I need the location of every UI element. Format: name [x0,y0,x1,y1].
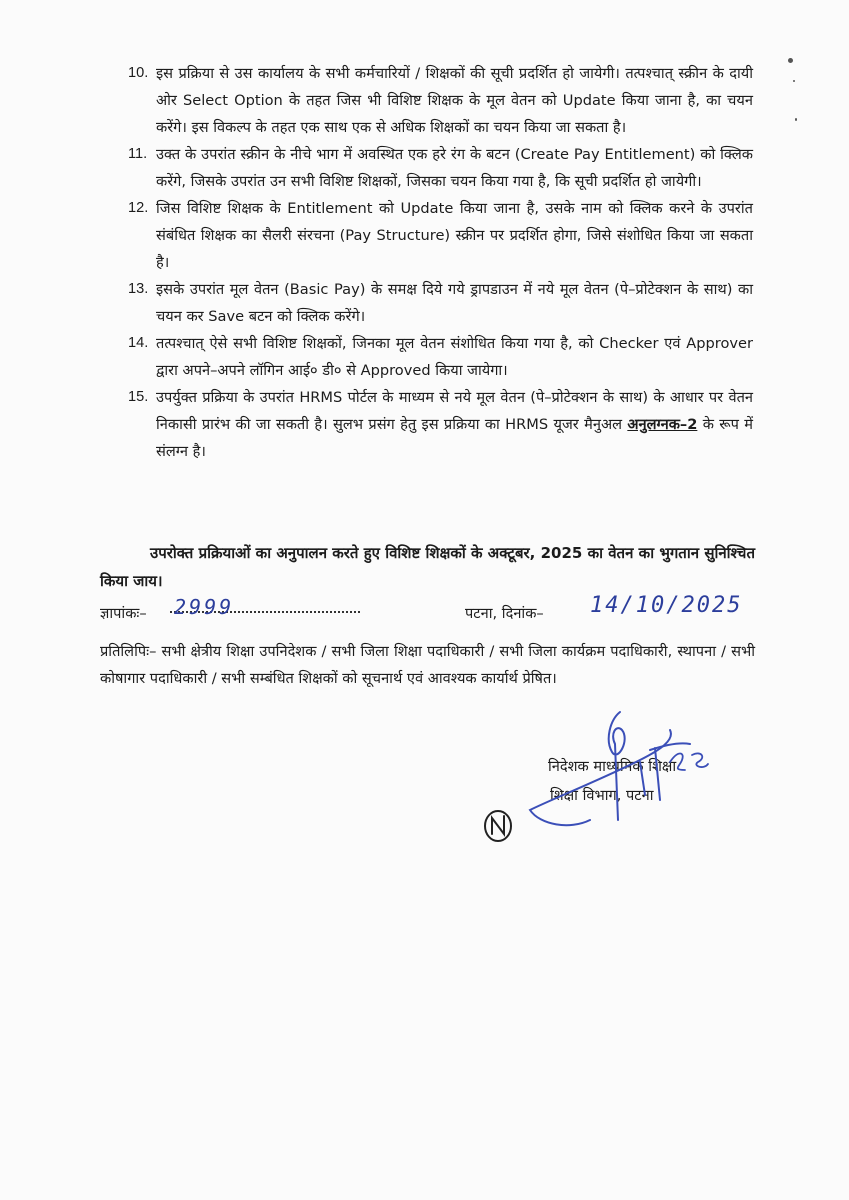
memo-number: 2999 [174,595,235,619]
scan-speck [788,58,793,63]
initials-mark [478,806,518,846]
item-text: जिस विशिष्ट शिक्षक के Entitlement को Update किया जाना है, उसके नाम को क्लिक करने के उपरांत संबंधित शिक्षक का सैलरी संरचना (Pay Structure) स्क्रीन पर प्रदर्शित होगा, जिसे संशोधित किया जा सकता है। [156,200,753,271]
item-text: इसके उपरांत मूल वेतन (Basic Pay) के समक्ष दिये गये ड्रापडाउन में नये मूल वेतन (पे–प्रोटेक्शन के साथ) का चयन कर Save बटन को क्लिक करेंगे। [156,281,753,325]
compliance-instruction: उपरोक्त प्रक्रियाओं का अनुपालन करते हुए विशिष्ट शिक्षकों के अक्टूबर, 2025 का वेतन का भुगतान सुनिश्चित किया जाय। [100,544,755,590]
list-item [128,60,753,141]
place-date-label: पटना, दिनांक– [465,605,544,622]
item-text: के रूप में संलग्न है। [156,416,753,460]
item-number: 14. [128,335,149,351]
signatory-department: शिक्षा विभाग, पटना [550,787,654,804]
annexure-reference: अनुलग्नक–2 [627,416,698,433]
item-number: 13. [128,281,149,297]
memo-number-label: ज्ञापांकः– [100,605,147,622]
list-item [128,195,753,276]
reference-row [100,593,750,629]
list-item [128,384,753,465]
list-item [128,330,753,384]
list-item [128,276,753,330]
list-item [128,141,753,195]
item-text: उपर्युक्त प्रक्रिया के उपरांत HRMS पोर्टल के माध्यम से नये मूल वेतन (पे–प्रोटेक्शन के साथ) के आधार पर वेतन निकासी प्रारंभ की जा सकती है। सुलभ प्रसंग हेतु इस प्रक्रिया का HRMS यूजर मैनुअल [156,389,753,433]
item-number: 12. [128,200,149,216]
item-text: उक्त के उपरांत स्क्रीन के नीचे भाग में अवस्थित एक हरे रंग के बटन (Create Pay Entitlement) को क्लिक करेंगे, जिसके उपरांत उन सभी विशिष्ट शिक्षकों, जिसका चयन किया गया है, कि सूची प्रदर्शित हो जायेगी। [156,146,753,190]
item-text: इस प्रक्रिया से उस कार्यालय के सभी कर्मचारियों / शिक्षकों की सूची प्रदर्शित हो जायेगी। तत्पश्चात् स्क्रीन के दायी ओर Select Option के तहत जिस भी विशिष्ट शिक्षक के मूल वेतन को Update किया जाना है, का चयन करेंगे। इस विकल्प के तहत एक साथ एक से अधिक शिक्षकों का चयन किया जा सकता है। [156,65,753,136]
item-text: तत्पश्चात् ऐसे सभी विशिष्ट शिक्षकों, जिनका मूल वेतन संशोधित किया गया है, को Checker एवं Approver द्वारा अपने–अपने लॉगिन आई० डी० से Approved किया जायेगा। [156,335,753,379]
item-number: 15. [128,389,149,405]
item-number: 10. [128,65,149,81]
item-number: 11. [128,146,148,162]
procedure-list [128,60,753,465]
copy-to: प्रतिलिपिः– सभी क्षेत्रीय शिक्षा उपनिदेशक / सभी जिला शिक्षा पदाधिकारी / सभी जिला कार्यक्रम पदाधिकारी, स्थापना / सभी कोषागार पदाधिकारी / सभी सम्बंधित शिक्षकों को सूचनार्थ एवं आवश्यक कार्यार्थ प्रेषित। [100,643,755,687]
signatory-designation: निदेशक माध्यमिक शिक्षा [548,758,677,775]
scan-speck [793,80,795,82]
scan-speck [795,118,797,121]
issue-date: 14/10/2025 [590,593,743,618]
